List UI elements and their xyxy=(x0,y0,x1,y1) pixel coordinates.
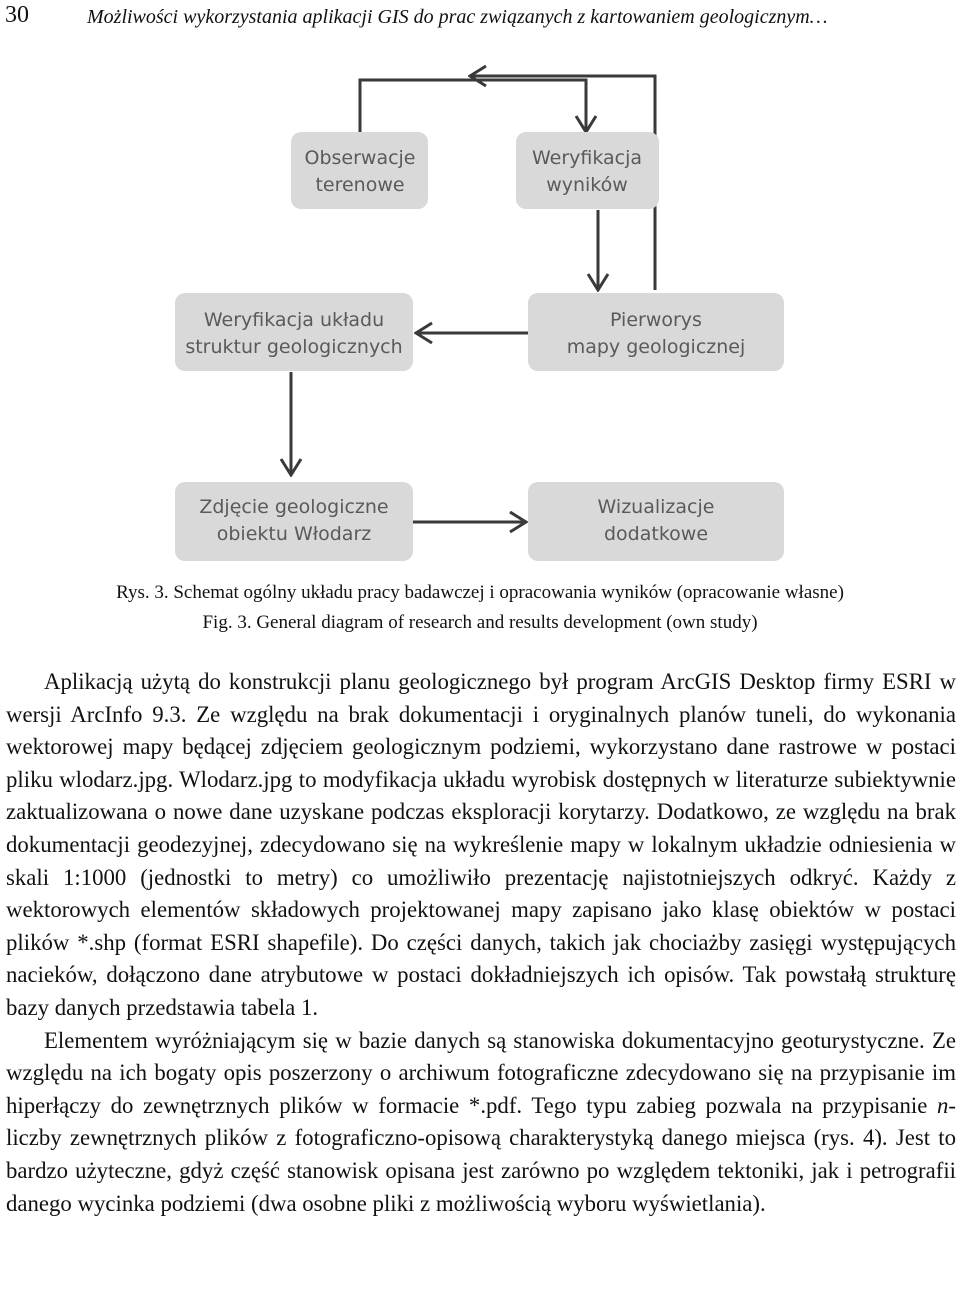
node-obserwacje-terenowe xyxy=(291,132,428,209)
workflow-diagram xyxy=(0,40,960,580)
node-label-line1: Obserwacje xyxy=(304,147,416,169)
node-label-line1: Zdjęcie geologiczne xyxy=(199,496,389,518)
node-label-line1: Weryfikacja xyxy=(531,147,643,169)
running-title: Możliwości wykorzystania aplikacji GIS do prac związanych z kartowaniem geologicznym… xyxy=(87,6,828,28)
node-label-line2: wyników xyxy=(546,174,628,196)
paragraph: Aplikacją użytą do konstrukcji planu geologicznego był program ArcGIS Desktop firmy ESRI w wersji ArcInfo 9.3. Ze względu na brak dokumentacji i oryginalnych planów tuneli, do wykonania wektorowej mapy będącej zdjęciem geologicznym podziemi, wykorzystano dane rastrowe w postaci pliku wlodarz.jpg. Wlodarz.jpg to modyfikacja układu wyrobisk dostępnych w literaturze subiektywnie zaktualizowana o nowe dane uzyskane podczas eksploracji korytarzy. Dodatkowo, ze względu na brak dokumentacji geodezyjnej, zdecydowano się na wykreślenie mapy w lokalnym układzie odniesienia w skali 1:1000 (jednostki to metry) co umożliwiło prezentację najistotniejszych odkryć. Każdy z wektorowych elementów składowych projektowanej mapy zapisano jako klasę obiektów w postaci plików *.shp (format ESRI shapefile). Do części danych, takich jak chociażby zasięgi występujących nacieków, dołączono dane atrybutowe w postaci dokładniejszych ich opisów. Tak powstałą strukturę bazy danych przedstawia tabela 1. xyxy=(6,669,956,1020)
node-label-line2: dodatkowe xyxy=(603,523,709,545)
node-zdjecie-geologiczne xyxy=(175,482,413,561)
italic-variable: n xyxy=(937,1092,949,1118)
figure-caption-pl: Rys. 3. Schemat ogólny układu pracy badawczej i opracowania wyników (opracowanie własne) xyxy=(116,582,844,603)
page-header xyxy=(5,0,955,34)
node-wizualizacje xyxy=(528,482,784,561)
arrow-obserwacje-to-weryfikacja-wynikow xyxy=(360,80,586,132)
node-pierworys xyxy=(528,293,784,371)
node-weryfikacja-ukladu xyxy=(175,293,413,371)
paragraph xyxy=(6,1025,956,1221)
paragraph-text: -liczby zewnętrznych plików z fotograficzno-opisową charakterystyką danego miejsca (rys. 4). Jest to bardzo użyteczne, gdyż część stanowisk opisana jest zarówno po względem tektoniki, jak i petrografii danego wycinka podziemi (dwa osobne pliki z możliwością wyboru wyświetlania). xyxy=(6,1092,956,1216)
node-label-line1: Weryfikacja układu xyxy=(203,309,385,331)
node-label-line2: terenowe xyxy=(315,174,405,196)
node-label-line2: struktur geologicznych xyxy=(185,336,403,358)
node-label-line2: obiektu Włodarz xyxy=(216,523,372,545)
node-weryfikacja-wynikow xyxy=(516,132,659,209)
page-number: 30 xyxy=(5,2,29,28)
node-label-line2: mapy geologicznej xyxy=(566,336,746,358)
paragraph-text: Elementem wyróżniającym się w bazie danych są stanowiska dokumentacyjno geoturystyczne. Ze względu na ich bogaty opis poszerzony o archiwum fotograficzne zdecydowano się na przypisanie im hiperłączy do zewnętrznych plików w formacie *.pdf. Tego typu zabieg pozwala na przypisanie xyxy=(6,1027,956,1118)
body-text xyxy=(6,666,956,1220)
node-label-line1: Wizualizacje xyxy=(597,496,715,518)
node-label-line1: Pierworys xyxy=(610,309,702,331)
figure-caption-en: Fig. 3. General diagram of research and results development (own study) xyxy=(202,612,758,633)
